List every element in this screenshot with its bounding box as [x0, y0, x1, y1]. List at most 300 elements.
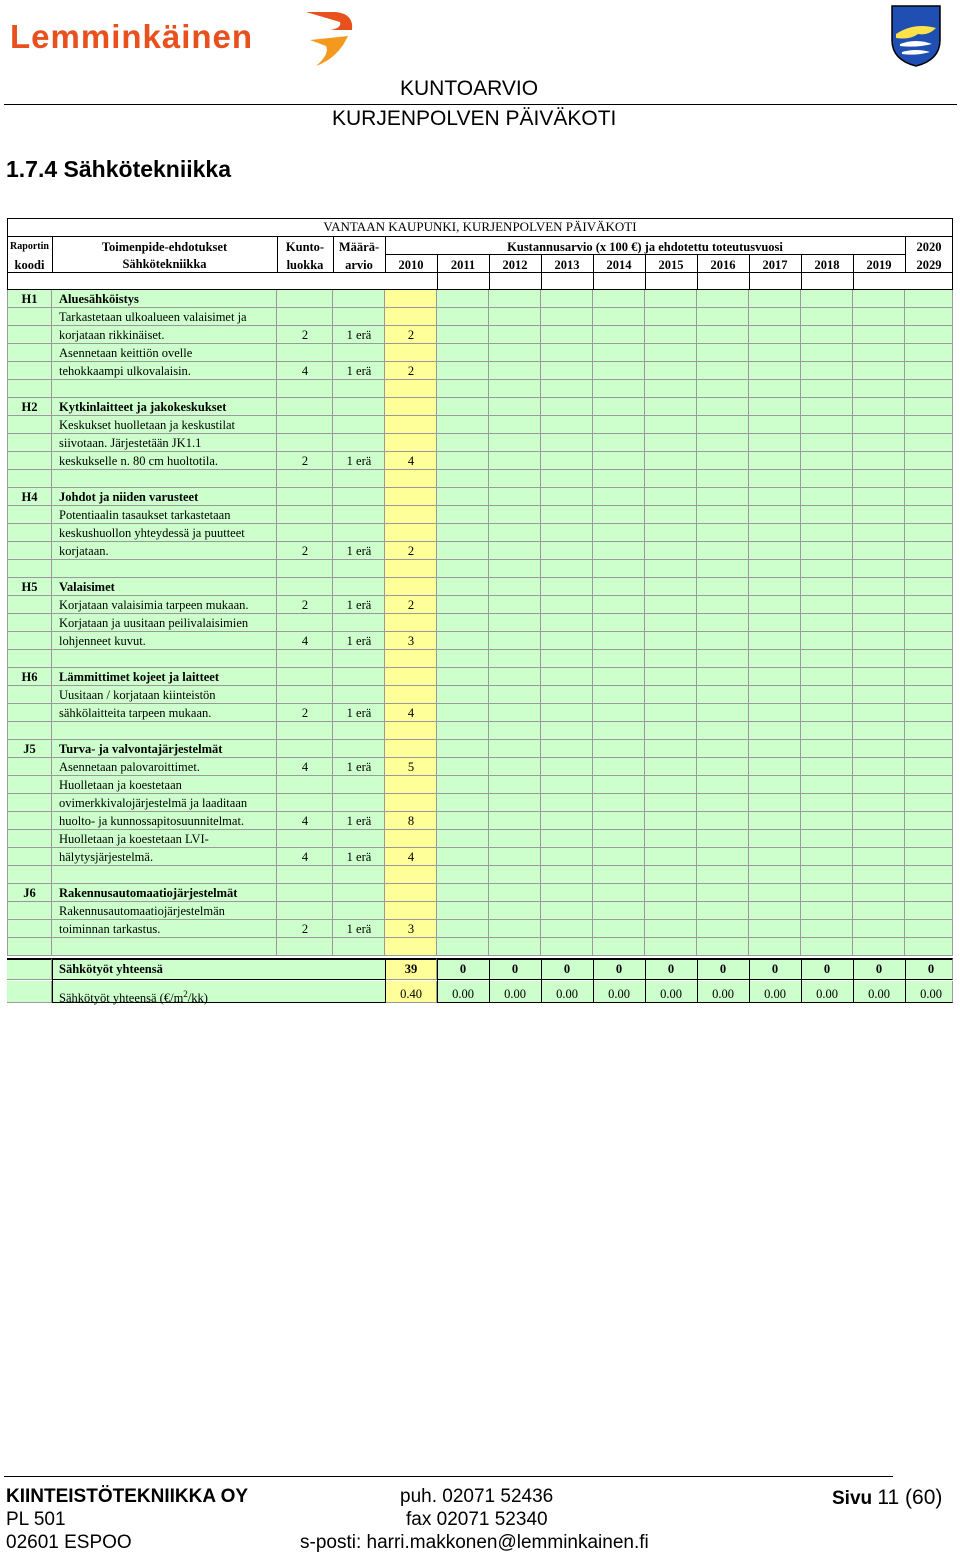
per-m2-value: 0.00 — [608, 987, 630, 1001]
table-cell — [7, 434, 52, 452]
item-kuntoluokka: 2 — [301, 454, 309, 468]
item-cost-2010: 8 — [407, 814, 415, 828]
logo-swoosh-icon — [302, 8, 364, 68]
table-cell — [489, 794, 541, 812]
table-cell — [593, 542, 645, 560]
per-m2-value: 0.00 — [660, 987, 682, 1001]
table-cell — [905, 704, 953, 722]
table-cell — [593, 434, 645, 452]
table-cell — [7, 326, 52, 344]
table-cell — [541, 740, 593, 758]
table-cell — [277, 470, 333, 488]
table-cell — [801, 416, 853, 434]
table-cell — [645, 920, 697, 938]
table-cell — [277, 902, 333, 920]
table-cell — [749, 740, 801, 758]
table-cell — [593, 812, 645, 830]
item-kuntoluokka: 2 — [301, 922, 309, 936]
table-cell — [905, 362, 953, 380]
table-cell — [749, 650, 801, 668]
page-label: Sivu — [832, 1488, 873, 1509]
item-description: Asennetaan palovaroittimet. — [59, 760, 200, 774]
table-cell — [645, 650, 697, 668]
table-cell — [489, 308, 541, 326]
item-description: Huolletaan ja koestetaan — [59, 778, 182, 792]
table-cell — [749, 704, 801, 722]
item-description: toiminnan tarkastus. — [59, 922, 161, 936]
per-m2-value: 0.00 — [452, 987, 474, 1001]
table-cell — [593, 740, 645, 758]
table-cell — [385, 866, 437, 884]
table-cell — [697, 560, 749, 578]
table-cell — [593, 308, 645, 326]
totals-value: 39 — [404, 962, 418, 976]
table-cell — [697, 704, 749, 722]
table-cell — [385, 578, 437, 596]
table-cell — [749, 902, 801, 920]
group-title: Johdot ja niiden varusteet — [59, 490, 199, 504]
table-cell — [437, 686, 489, 704]
table-cell — [905, 452, 953, 470]
table-cell — [593, 758, 645, 776]
table-cell — [749, 488, 801, 506]
table-cell — [645, 578, 697, 596]
group-title: Turva- ja valvontajärjestelmät — [59, 742, 223, 756]
table-cell — [277, 866, 333, 884]
table-cell — [905, 596, 953, 614]
table-cell — [853, 344, 905, 362]
col-header-range-top: 2020 — [916, 240, 942, 254]
table-cell — [905, 650, 953, 668]
table-cell — [593, 452, 645, 470]
table-cell — [801, 848, 853, 866]
table-cell — [645, 794, 697, 812]
table-cell — [905, 794, 953, 812]
table-cell — [853, 290, 905, 308]
item-description: Huolletaan ja koestetaan LVI- — [59, 832, 209, 846]
table-cell — [333, 776, 385, 794]
table-cell — [385, 308, 437, 326]
table-cell — [437, 380, 489, 398]
item-cost-2010: 5 — [407, 760, 415, 774]
col-header-sahkotekniikka: Sähkötekniikka — [122, 257, 207, 271]
table-cell — [385, 488, 437, 506]
col-header-year: 2019 — [866, 258, 892, 272]
table-cell — [489, 866, 541, 884]
table-cell — [333, 506, 385, 524]
table-cell — [905, 686, 953, 704]
table-cell — [52, 866, 277, 884]
table-cell — [7, 362, 52, 380]
table-cell — [489, 650, 541, 668]
table-cell — [697, 578, 749, 596]
table-cell — [385, 830, 437, 848]
table-cell — [853, 632, 905, 650]
col-header-koodi: koodi — [14, 258, 45, 272]
table-cell — [333, 434, 385, 452]
totals-value: 0 — [615, 962, 623, 976]
table-cell — [437, 794, 489, 812]
table-cell — [697, 740, 749, 758]
table-cell — [853, 920, 905, 938]
table-cell — [437, 362, 489, 380]
table-cell — [489, 722, 541, 740]
table-cell — [749, 722, 801, 740]
group-code: J5 — [23, 742, 36, 756]
table-cell — [749, 542, 801, 560]
table-cell — [801, 902, 853, 920]
group-code: H1 — [21, 292, 38, 306]
table-cell — [905, 830, 953, 848]
table-cell — [593, 632, 645, 650]
item-kuntoluokka: 2 — [301, 544, 309, 558]
table-cell — [749, 560, 801, 578]
table-cell — [437, 938, 489, 956]
per-m2-value: 0.40 — [400, 987, 422, 1001]
item-description: huolto- ja kunnossapitosuunnitelmat. — [59, 814, 245, 828]
table-cell — [437, 488, 489, 506]
table-cell — [541, 344, 593, 362]
table-cell — [437, 740, 489, 758]
table-cell — [7, 506, 52, 524]
table-cell — [853, 776, 905, 794]
table-cell — [853, 884, 905, 902]
footer-company: KIINTEISTÖTEKNIIKKA OY — [6, 1486, 249, 1507]
table-cell — [853, 416, 905, 434]
table-cell — [905, 740, 953, 758]
table-cell — [385, 524, 437, 542]
table-cell — [905, 560, 953, 578]
totals-value: 0 — [563, 962, 571, 976]
table-cell — [7, 596, 52, 614]
item-cost-2010: 4 — [407, 850, 415, 864]
table-cell — [905, 668, 953, 686]
table-cell — [277, 308, 333, 326]
table-cell — [385, 884, 437, 902]
table-cell — [801, 866, 853, 884]
group-code: J6 — [23, 886, 36, 900]
table-cell — [7, 380, 52, 398]
table-cell — [645, 686, 697, 704]
document-subtitle: KURJENPOLVEN PÄIVÄKOTI — [332, 107, 617, 130]
table-cell — [385, 344, 437, 362]
table-cell — [437, 758, 489, 776]
table-cell — [853, 578, 905, 596]
table-cell — [697, 722, 749, 740]
table-cell — [489, 398, 541, 416]
table-cell — [489, 686, 541, 704]
table-cell — [277, 416, 333, 434]
table-cell — [645, 902, 697, 920]
table-cell — [541, 488, 593, 506]
table-cell — [749, 452, 801, 470]
item-maaraarvio: 1 erä — [346, 922, 372, 936]
table-cell — [801, 758, 853, 776]
table-cell — [277, 668, 333, 686]
table-cell — [749, 686, 801, 704]
table-cell — [541, 704, 593, 722]
table-cell — [489, 776, 541, 794]
table-cell — [489, 740, 541, 758]
table-cell — [801, 776, 853, 794]
table-cell — [333, 830, 385, 848]
per-m2-value: 0.00 — [712, 987, 734, 1001]
table-cell — [52, 380, 277, 398]
footer-phone: puh. 02071 52436 — [400, 1486, 554, 1507]
table-cell — [541, 560, 593, 578]
table-cell — [697, 938, 749, 956]
per-m2-value: 0.00 — [764, 987, 786, 1001]
table-cell — [277, 290, 333, 308]
table-cell — [7, 542, 52, 560]
table-cell — [437, 902, 489, 920]
table-cell — [801, 650, 853, 668]
table-cell — [7, 686, 52, 704]
table-cell — [801, 560, 853, 578]
item-description: Korjataan valaisimia tarpeen mukaan. — [59, 598, 249, 612]
table-cell — [853, 704, 905, 722]
totals-label: Sähkötyöt yhteensä — [59, 962, 163, 976]
table-cell — [437, 290, 489, 308]
table-cell — [697, 380, 749, 398]
per-m2-value: 0.00 — [556, 987, 578, 1001]
table-cell — [749, 506, 801, 524]
table-cell — [489, 668, 541, 686]
table-cell — [489, 938, 541, 956]
table-cell — [437, 632, 489, 650]
table-cell — [645, 452, 697, 470]
item-description: Potentiaalin tasaukset tarkastetaan — [59, 508, 231, 522]
table-cell — [437, 506, 489, 524]
table-cell — [645, 290, 697, 308]
table-cell — [645, 632, 697, 650]
header-rule — [7, 236, 953, 237]
footer-email[interactable]: s-posti: harri.makkonen@lemminkainen.fi — [300, 1532, 649, 1553]
table-cell — [437, 722, 489, 740]
table-cell — [801, 812, 853, 830]
table-cell — [7, 452, 52, 470]
table-cell — [541, 452, 593, 470]
table-cell — [333, 578, 385, 596]
item-description: ovimerkkivalojärjestelmä ja laaditaan — [59, 796, 248, 810]
per-m2-value: 0.00 — [816, 987, 838, 1001]
table-cell — [7, 632, 52, 650]
col-header-range-bottom: 2029 — [916, 258, 942, 272]
table-cell — [7, 614, 52, 632]
table-cell — [749, 884, 801, 902]
table-cell — [645, 812, 697, 830]
table-cell — [853, 686, 905, 704]
table-cell — [437, 704, 489, 722]
table-cell — [905, 812, 953, 830]
table-cell — [645, 830, 697, 848]
table-cell — [853, 938, 905, 956]
table-cell — [593, 344, 645, 362]
item-maaraarvio: 1 erä — [346, 760, 372, 774]
group-code: H2 — [21, 400, 38, 414]
table-cell — [489, 488, 541, 506]
table-cell — [489, 632, 541, 650]
table-cell — [541, 794, 593, 812]
table-cell — [853, 560, 905, 578]
table-cell — [385, 416, 437, 434]
table-cell — [593, 650, 645, 668]
table-cell — [7, 794, 52, 812]
table-cell — [7, 902, 52, 920]
item-maaraarvio: 1 erä — [346, 814, 372, 828]
table-cell — [905, 434, 953, 452]
table-cell — [749, 326, 801, 344]
table-cell — [697, 416, 749, 434]
table-cell — [277, 344, 333, 362]
table-cell — [853, 452, 905, 470]
table-cell — [645, 470, 697, 488]
table-cell — [277, 380, 333, 398]
totals-value: 0 — [511, 962, 519, 976]
table-cell — [905, 920, 953, 938]
table-cell — [437, 398, 489, 416]
table-cell — [853, 542, 905, 560]
table-cell — [697, 488, 749, 506]
table-cell — [437, 434, 489, 452]
table-cell — [7, 470, 52, 488]
table-cell — [645, 362, 697, 380]
table-cell — [489, 344, 541, 362]
table-cell — [277, 614, 333, 632]
table-cell — [333, 794, 385, 812]
table-cell — [801, 740, 853, 758]
table-cell — [593, 398, 645, 416]
table-cell — [905, 488, 953, 506]
table-cell — [645, 488, 697, 506]
table-cell — [489, 704, 541, 722]
table-cell — [645, 776, 697, 794]
table-cell — [593, 362, 645, 380]
item-description: Korjataan ja uusitaan peilivalaisimien — [59, 616, 249, 630]
table-cell — [645, 416, 697, 434]
table-cell — [52, 650, 277, 668]
table-cell — [645, 596, 697, 614]
table-cell — [437, 830, 489, 848]
table-cell — [7, 560, 52, 578]
table-cell — [333, 668, 385, 686]
group-title: Kytkinlaitteet ja jakokeskukset — [59, 400, 227, 414]
table-cell — [801, 326, 853, 344]
page-value: 11 (60) — [877, 1486, 943, 1509]
table-cell — [645, 326, 697, 344]
table-cell — [905, 524, 953, 542]
table-cell — [905, 776, 953, 794]
group-title: Rakennusautomaatiojärjestelmät — [59, 886, 238, 900]
table-cell — [749, 344, 801, 362]
table-cell — [749, 632, 801, 650]
per-m2-value: 0.00 — [920, 987, 942, 1001]
table-cell — [853, 866, 905, 884]
table-cell — [437, 848, 489, 866]
table-cell — [697, 686, 749, 704]
table-cell — [489, 920, 541, 938]
table-cell — [645, 668, 697, 686]
table-cell — [801, 488, 853, 506]
table-cell — [437, 524, 489, 542]
table-cell — [333, 686, 385, 704]
table-cell — [541, 686, 593, 704]
table-cell — [385, 668, 437, 686]
table-cell — [333, 560, 385, 578]
table-cell — [437, 812, 489, 830]
col-header-year: 2013 — [554, 258, 580, 272]
table-cell — [277, 524, 333, 542]
table-cell — [801, 434, 853, 452]
table-cell — [489, 380, 541, 398]
table-cell — [489, 596, 541, 614]
table-cell — [645, 434, 697, 452]
table-cell — [801, 362, 853, 380]
table-cell — [645, 866, 697, 884]
table-cell — [541, 866, 593, 884]
table-cell — [333, 740, 385, 758]
group-title: Valaisimet — [59, 580, 115, 594]
table-cell — [541, 884, 593, 902]
table-cell — [437, 614, 489, 632]
table-cell — [593, 560, 645, 578]
table-cell — [749, 362, 801, 380]
table-cell — [853, 470, 905, 488]
table-cell — [7, 938, 52, 956]
table-cell — [489, 416, 541, 434]
table-cell — [541, 632, 593, 650]
table-cell — [749, 434, 801, 452]
table-cell — [697, 452, 749, 470]
table-cell — [853, 380, 905, 398]
table-cell — [697, 632, 749, 650]
table-cell — [593, 848, 645, 866]
table-cell — [333, 380, 385, 398]
col-header-raportin: Raportin — [10, 241, 49, 252]
table-cell — [697, 434, 749, 452]
table-cell — [697, 650, 749, 668]
table-cell — [489, 830, 541, 848]
item-cost-2010: 4 — [407, 706, 415, 720]
table-cell — [801, 830, 853, 848]
table-cell — [7, 920, 52, 938]
col-header-year: 2011 — [450, 258, 476, 272]
table-cell — [905, 722, 953, 740]
table-cell — [697, 884, 749, 902]
table-cell — [277, 560, 333, 578]
table-cell — [277, 776, 333, 794]
vantaa-crest-icon — [888, 4, 944, 68]
table-cell — [52, 722, 277, 740]
group-code: H5 — [21, 580, 38, 594]
item-description: hälytysjärjestelmä. — [59, 850, 154, 864]
item-description: korjataan rikkinäiset. — [59, 328, 165, 342]
table-cell — [853, 524, 905, 542]
table-cell — [853, 398, 905, 416]
col-header-year: 2014 — [606, 258, 632, 272]
table-cell — [905, 542, 953, 560]
table-cell — [593, 470, 645, 488]
table-cell — [853, 812, 905, 830]
table-cell — [385, 776, 437, 794]
totals-value: 0 — [823, 962, 831, 976]
item-description: keskukselle n. 80 cm huoltotila. — [59, 454, 219, 468]
table-cell — [541, 614, 593, 632]
table-cell — [437, 542, 489, 560]
table-cell — [489, 560, 541, 578]
footer-address-line2: 02601 ESPOO — [6, 1532, 132, 1553]
footer-page-number — [832, 1486, 942, 1510]
